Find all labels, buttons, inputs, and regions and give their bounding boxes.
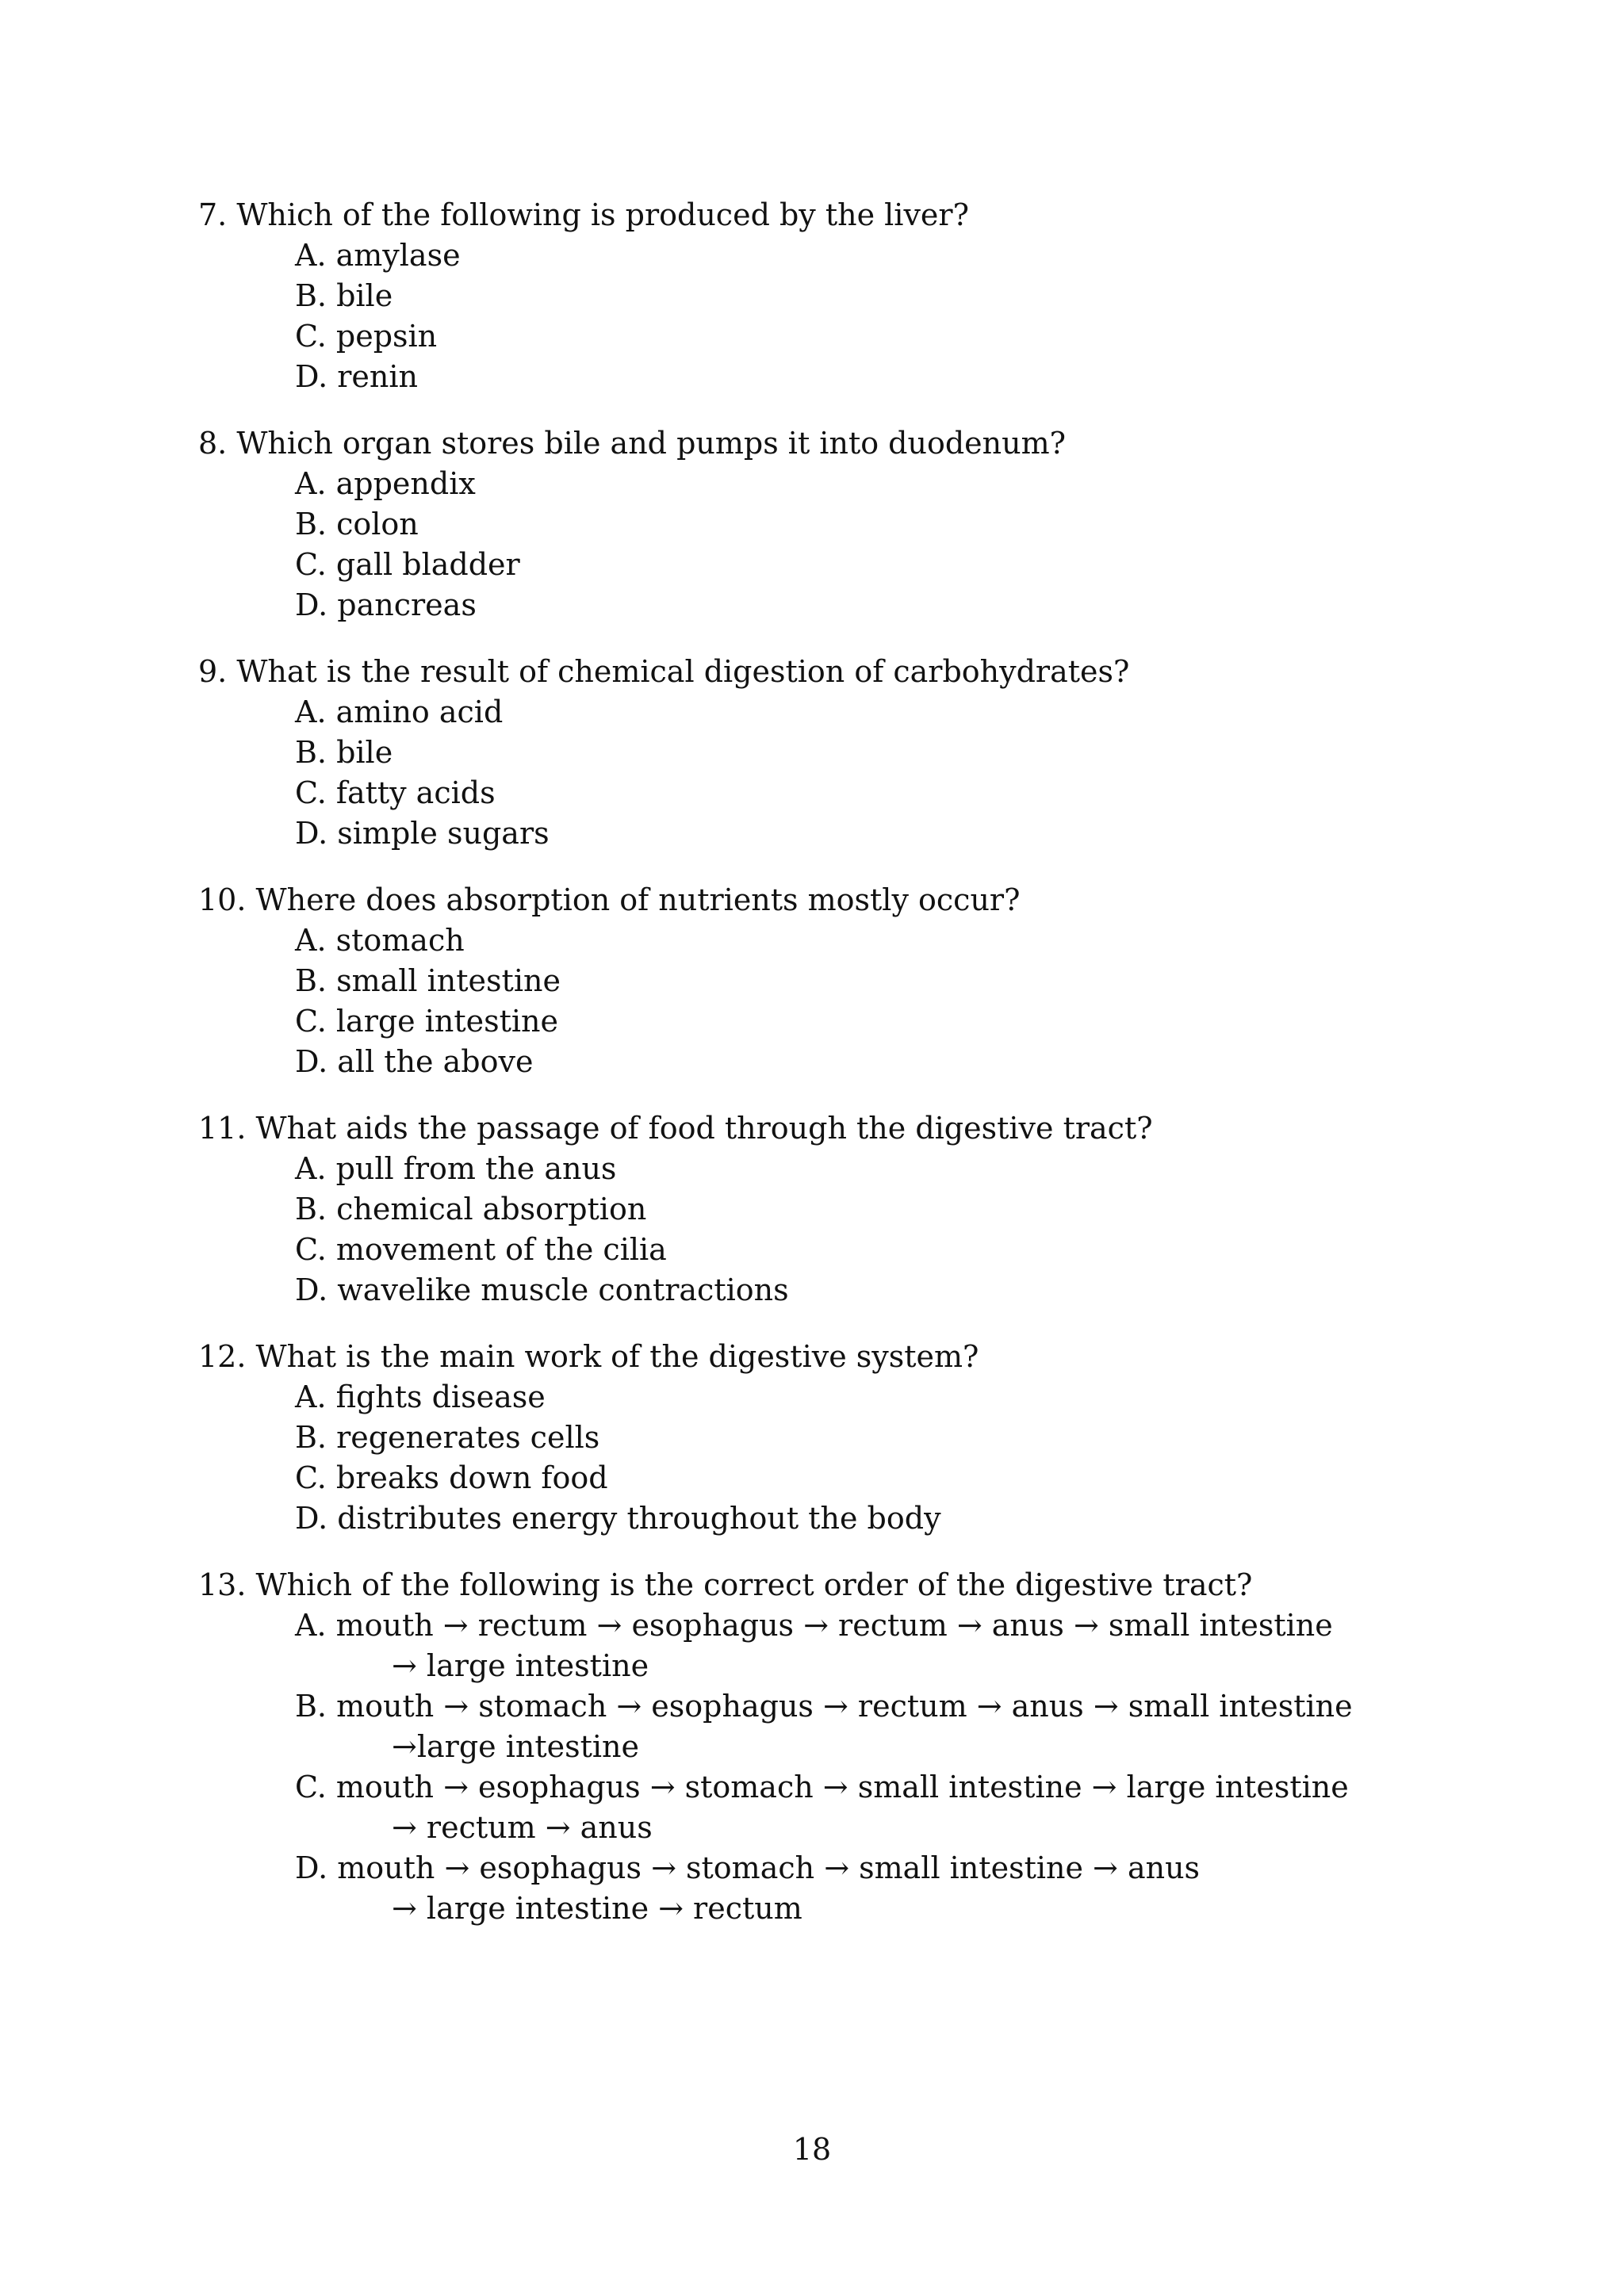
choice-d: D. renin [295, 359, 419, 394]
choice-c: C. breaks down food [295, 1460, 608, 1495]
choice-line: C. mouth → esophagus → stomach → small intestine → large intestine [295, 1770, 1349, 1804]
choice-b [198, 1686, 1451, 1767]
question-10 [198, 880, 1451, 1082]
choice-b: B. chemical absorption [295, 1192, 647, 1226]
question-text: Where does absorption of nutrients mostly occur? [255, 882, 1021, 917]
question-13 [198, 1565, 1451, 1929]
question-number: 8. [198, 426, 228, 461]
choice-b: B. bile [295, 278, 393, 313]
choice-c: C. large intestine [295, 1004, 559, 1039]
choice-a: A. fights disease [295, 1380, 546, 1414]
choice-b: B. small intestine [295, 963, 561, 998]
question-stem [198, 1565, 1451, 1605]
question-stem [198, 1108, 1451, 1149]
choice-a: A. stomach [295, 923, 465, 958]
choice-line: D. mouth → esophagus → stomach → small intestine → anus [295, 1850, 1201, 1885]
question-number: 10. [198, 882, 247, 917]
choice-a: A. pull from the anus [295, 1151, 617, 1186]
question-text: Which of the following is the correct order of the digestive tract? [255, 1567, 1253, 1602]
choice-c: C. gall bladder [295, 547, 520, 582]
page-number: 18 [792, 2132, 832, 2167]
choice-c: C. pepsin [295, 319, 438, 354]
choice-line-continued: → rectum → anus [392, 1810, 653, 1845]
choice-b: B. regenerates cells [295, 1420, 600, 1455]
question-number: 13. [198, 1567, 247, 1602]
question-11 [198, 1108, 1451, 1311]
choice-line: B. mouth → stomach → esophagus → rectum → anus → small intestine [295, 1689, 1353, 1724]
choice-d: D. simple sugars [295, 816, 550, 851]
choice-d: D. wavelike muscle contractions [295, 1272, 789, 1307]
choice-line-continued: →large intestine [392, 1729, 639, 1764]
choice-line: A. mouth → rectum → esophagus → rectum → anus → small intestine [295, 1608, 1333, 1643]
question-number: 12. [198, 1339, 247, 1374]
question-stem [198, 195, 1451, 235]
choice-a: A. appendix [295, 466, 476, 501]
question-text: What is the result of chemical digestion of carbohydrates? [236, 654, 1130, 689]
question-stem [198, 423, 1451, 464]
choice-c [198, 1767, 1451, 1848]
choice-line-continued: → large intestine → rectum [392, 1891, 802, 1926]
question-stem [198, 880, 1451, 920]
choice-a: A. amino acid [295, 695, 504, 729]
choice-a [198, 1605, 1451, 1686]
question-7 [198, 195, 1451, 397]
question-text: What aids the passage of food through the digestive tract? [255, 1111, 1153, 1146]
question-text: Which of the following is produced by the liver? [236, 197, 969, 232]
question-number: 11. [198, 1111, 247, 1146]
choice-d: D. pancreas [295, 587, 477, 622]
choice-line-continued: → large intestine [392, 1648, 649, 1683]
choice-b: B. colon [295, 507, 419, 541]
choice-d [198, 1848, 1451, 1929]
choice-c: C. fatty acids [295, 775, 496, 810]
choice-c: C. movement of the cilia [295, 1232, 667, 1267]
question-text: Which organ stores bile and pumps it into duodenum? [236, 426, 1067, 461]
question-stem [198, 1337, 1451, 1377]
choice-a: A. amylase [295, 238, 461, 273]
question-text: What is the main work of the digestive system? [255, 1339, 979, 1374]
question-12 [198, 1337, 1451, 1539]
question-stem [198, 652, 1451, 692]
question-9 [198, 652, 1451, 854]
choice-d: D. distributes energy throughout the body [295, 1501, 941, 1536]
choice-b: B. bile [295, 735, 393, 770]
question-number: 7. [198, 197, 228, 232]
question-8 [198, 423, 1451, 626]
choice-d: D. all the above [295, 1044, 534, 1079]
question-number: 9. [198, 654, 228, 689]
